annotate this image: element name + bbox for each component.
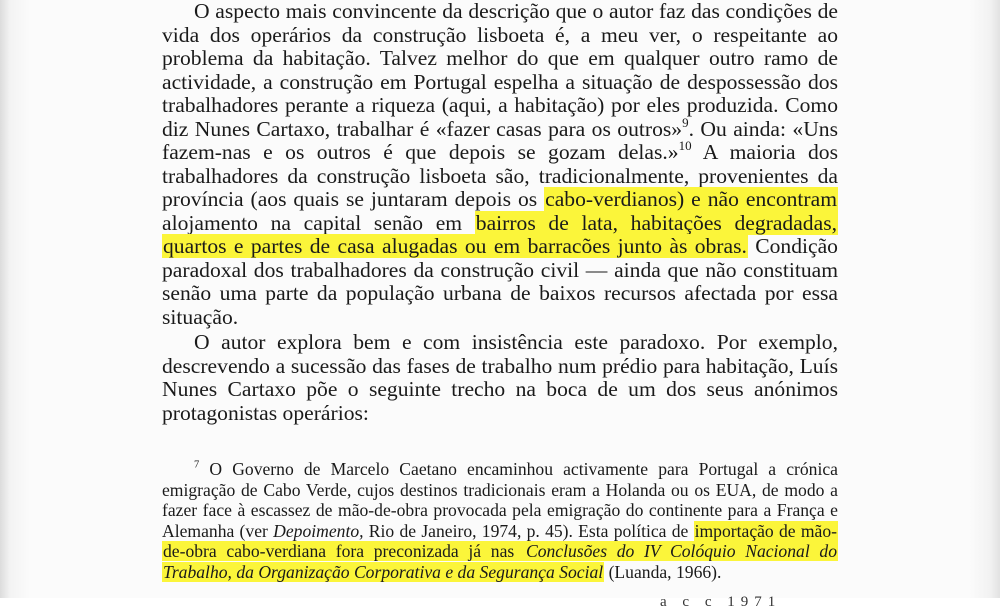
footnote-7: $^7$ O Governo de Marcelo Caetano encaminhou activamente para Portugal a crónica emigração de Cabo Verde, cujos destinos tradicionais eram a Holanda ou os EUA, de modo a fazer face à escassez de mão-de-obra provocada pela emigração do continente para a França e Alemanha (ver Depoimento, Rio de Janeiro, 1974, p. 45). Esta política de importação de mão-de-obra cabo-verdiana fora preconizada já nas Conclusões do IV Colóquio Nacional do Trabalho, da Organização Corporativa e da Segurança Social (Luanda, 1966). — [162, 459, 838, 582]
highlight: bairros de lata, habitações degradadas, quartos e partes de casa alugadas ou em barracões junto às obras. — [163, 210, 837, 258]
cut-off-text: a c c 1971 — [660, 594, 782, 610]
footnote-ref-9: 9 — [682, 114, 689, 130]
page-crop-edge — [0, 598, 1000, 610]
footnote-ref-10: 10 — [678, 137, 692, 153]
body-text — [162, 0, 838, 425]
highlight: Conclusões do IV Colóquio Nacional do Trabalho, da Organização Corporativa e da Segurança Social — [163, 541, 837, 582]
footnote-number: 7 — [194, 459, 200, 471]
highlight: importação de mão-de-obra cabo-verdiana fora preconizada já nas — [163, 520, 837, 561]
footnotes — [162, 459, 838, 582]
paragraph-1: O aspecto mais convincente da descrição que o autor faz das condições de vida dos operários da construção lisboeta é, a meu ver, o respeitante ao problema da habitação. Talvez melhor do que em qualquer outro ramo de actividade, a construção em Portugal espelha a situação de despossessão dos trabalhadores perante a riqueza (aqui, a habitação) por eles produzida. Como diz Nunes Cartaxo, trabalhar é «fazer casas para os outros»$^9$. Ou ainda: «Uns fazem-nas e os outros é que depois se gozam delas.»$^{10}$ A maioria dos trabalhadores da construção lisboeta são, tradicionalmente, provenientes da província (aos quais se juntaram depois os cabo-verdianos) e não encontram alojamento na capital senão em bairros de lata, habitações degradadas, quartos e partes de casa alugadas ou em barracões junto às obras. Condição paradoxal dos trabalhadores da construção civil — ainda que não constituam senão uma parte da população urbana de baixos recursos afectada por essa situação. — [162, 0, 838, 329]
paragraph-2: O autor explora bem e com insistência este paradoxo. Por exemplo, descrevendo a sucessão das fases de trabalho num prédio para habitação, Luís Nunes Cartaxo põe o seguinte trecho na boca de um dos seus anónimos protagonistas operários: — [162, 330, 838, 425]
highlight: cabo-verdianos) e não encontram — [545, 187, 837, 211]
